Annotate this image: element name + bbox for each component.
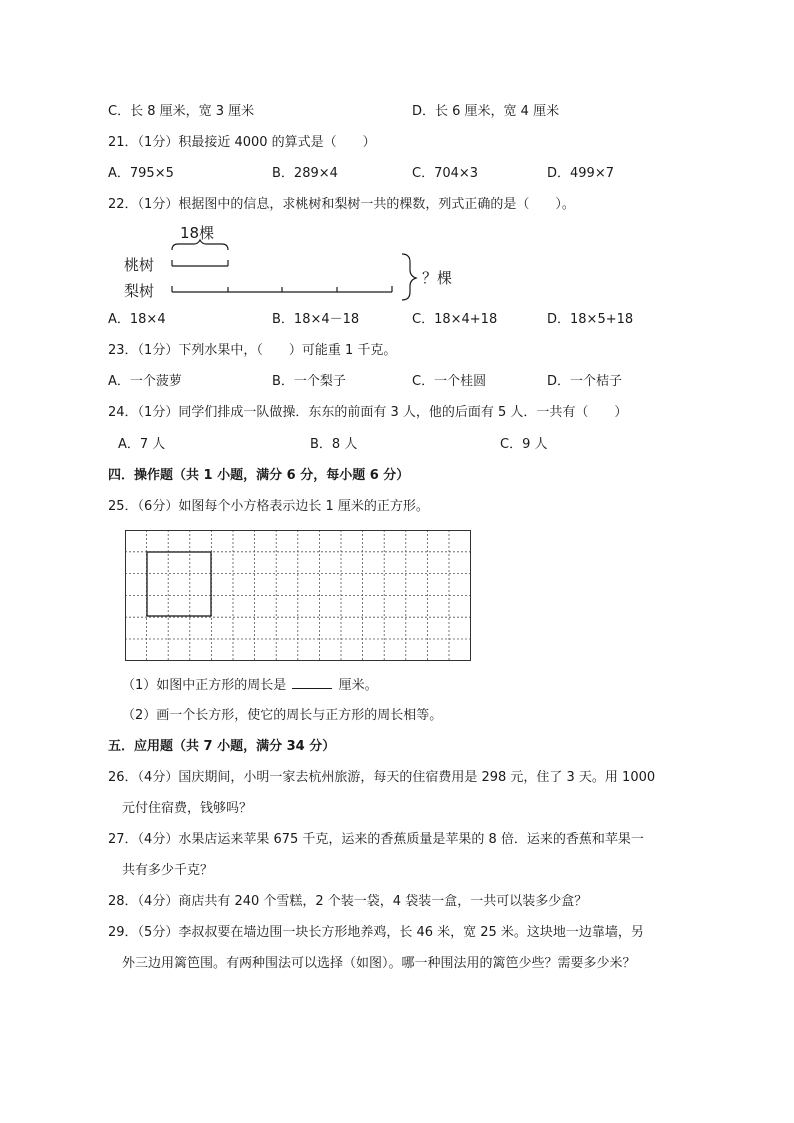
q22-top-label: 18棵	[180, 224, 215, 242]
q21-stem: 21．（1分）积最接近 4000 的算式是（ ）	[108, 135, 376, 150]
q21-option-c: C．704×3	[412, 166, 479, 181]
q25-sub1-after: 厘米。	[338, 678, 378, 693]
q25-sub2: （2）画一个长方形，使它的周长与正方形的周长相等。	[122, 708, 443, 723]
q25-stem: 25．（6分）如图每个小方格表示边长 1 厘米的正方形。	[108, 499, 429, 514]
q23-option-a: A．一个菠萝	[108, 374, 182, 389]
section4-title: 四．操作题（共 1 小题，满分 6 分，每小题 6 分）	[108, 468, 410, 483]
q26-line1: 26．（4分）国庆期间，小明一家去杭州旅游，每天的住宿费用是 298 元，住了 3 天。用 1000	[108, 770, 656, 785]
q25-sub1-before: （1）如图中正方形的周长是	[122, 678, 287, 693]
q22-option-c: C．18×4+18	[412, 312, 498, 327]
q22-option-a: A．18×4	[108, 312, 166, 327]
q25-answer-blank[interactable]	[292, 676, 332, 689]
q20-option-c: C．长 8 厘米，宽 3 厘米	[108, 104, 255, 119]
q21-option-a: A．795×5	[108, 166, 174, 181]
q23-option-d: D．一个桔子	[547, 374, 623, 389]
q20-option-d: D．长 6 厘米，宽 4 厘米	[412, 104, 560, 119]
q24-option-c: C．9 人	[500, 437, 548, 452]
q22-question-label: ？棵	[422, 269, 453, 287]
q24-option-b: B．8 人	[310, 437, 358, 452]
q22-peach-label: 桃树	[124, 256, 155, 274]
q29-line2: 外三边用篱笆围。有两种围法可以选择（如图）。哪一种围法用的篱笆少些？需要多少米？	[122, 956, 636, 971]
q26-line2: 元付住宿费，钱够吗？	[122, 801, 253, 816]
q27-line2: 共有多少千克？	[122, 863, 214, 878]
q25-grid-figure	[125, 530, 473, 662]
q25-square	[147, 552, 211, 616]
q22-option-d: D．18×5+18	[547, 312, 634, 327]
q21-option-b: B．289×4	[272, 166, 338, 181]
q29-line1: 29．（5分）李叔叔要在墙边围一块长方形地养鸡，长 46 米，宽 25 米。这块地一边靠墙，另	[108, 925, 644, 940]
q23-stem: 23．（1分）下列水果中，（ ）可能重 1 千克。	[108, 343, 397, 358]
q22-pear-label: 梨树	[124, 282, 155, 300]
q22-right-brace-icon	[402, 254, 416, 300]
q23-option-b: B．一个梨子	[272, 374, 346, 389]
section5-title: 五．应用题（共 7 小题，满分 34 分）	[108, 739, 336, 754]
q23-option-c: C．一个桂圆	[412, 374, 487, 389]
q21-option-d: D．499×7	[547, 166, 614, 181]
q25-sub1	[122, 676, 378, 695]
q22-line-segment-figure	[118, 220, 458, 304]
q22-option-b: B．18×4－18	[272, 312, 360, 327]
q28-line1: 28．（4分）商店共有 240 个雪糕，2 个装一袋，4 袋装一盒，一共可以装多少盒？	[108, 894, 588, 909]
q27-line1: 27．（4分）水果店运来苹果 675 千克，运来的香蕉质量是苹果的 8 倍．运来的香蕉和苹果一	[108, 832, 644, 847]
q24-stem: 24．（1分）同学们排成一队做操．东东的前面有 3 人，他的后面有 5 人．一共有（ ）	[108, 405, 628, 420]
q24-option-a: A．7 人	[118, 437, 166, 452]
q22-stem: 22．（1分）根据图中的信息，求桃树和梨树一共的棵数，列式正确的是（ ）。	[108, 197, 575, 212]
